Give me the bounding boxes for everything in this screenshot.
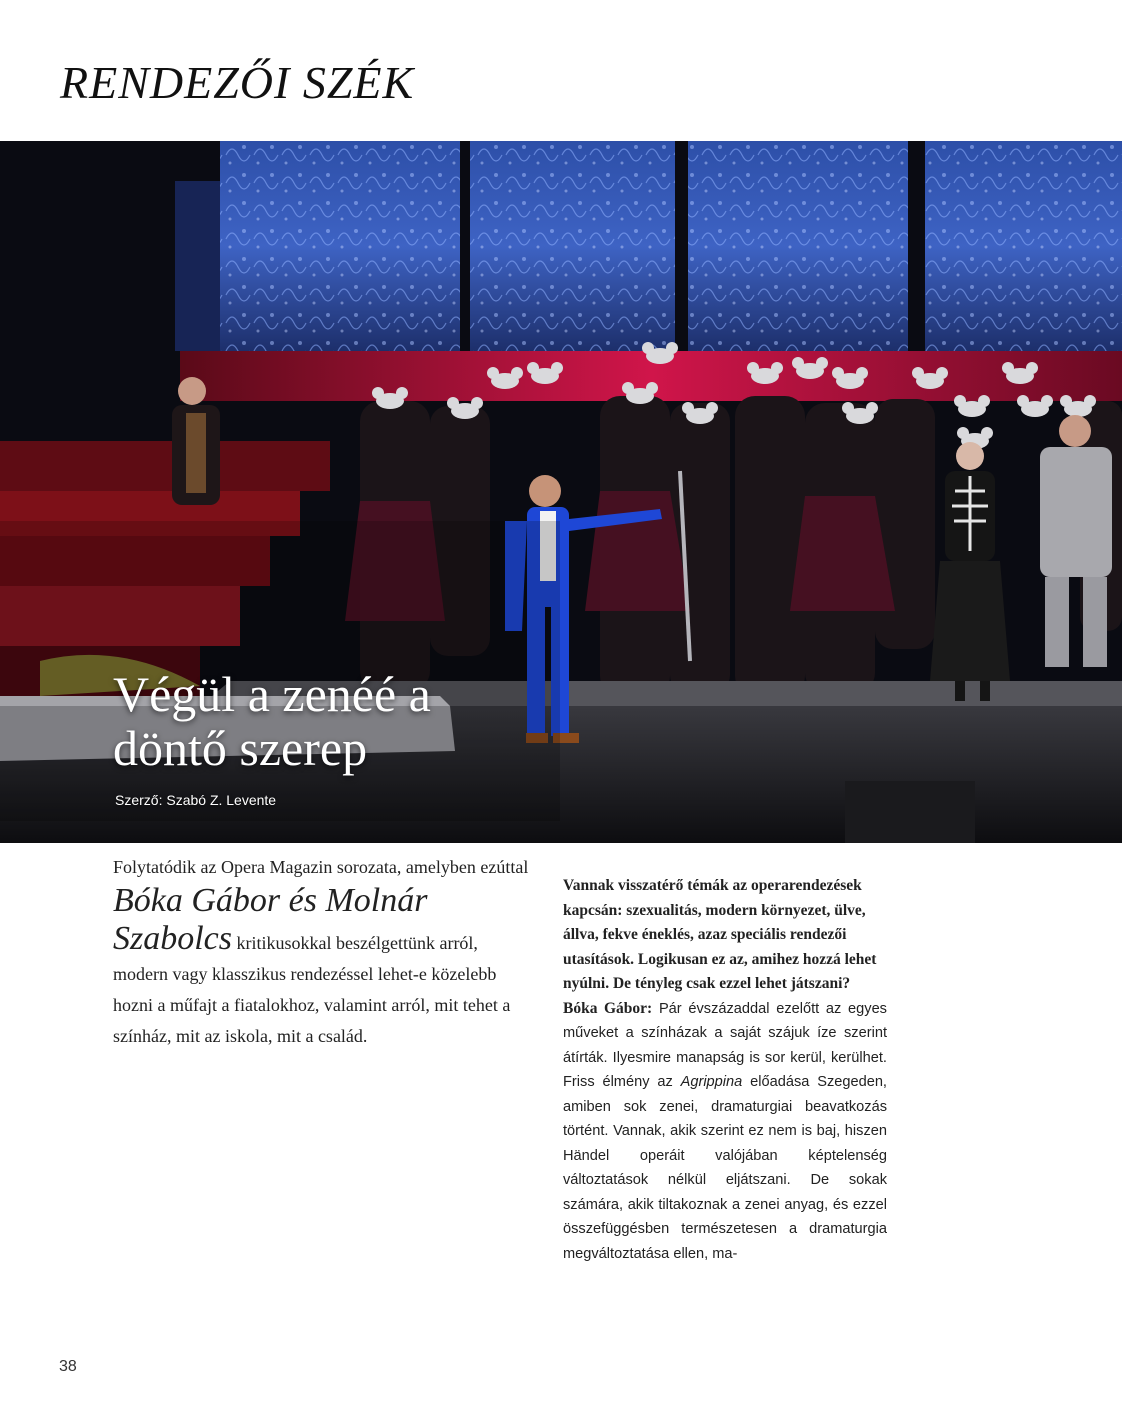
hero-photo bbox=[0, 141, 1122, 843]
page-number: 38 bbox=[59, 1358, 77, 1375]
floor-monitor bbox=[845, 781, 975, 843]
lead-text-2: kritikusokkal beszélgettünk arról, modern vagy klasszikus rendezéssel lehet-e közelebb hozni a műfajt a fiatalokhoz, valamint arról, mit tehet a színház, mit az iskola, mit a család. bbox=[113, 933, 511, 1046]
interview-column bbox=[563, 874, 887, 1266]
article-headline bbox=[113, 667, 431, 775]
section-title: RENDEZŐI SZÉK bbox=[60, 57, 415, 108]
opera-title: Agrippina bbox=[680, 1074, 743, 1090]
headline-line-1: Végül a zenéé a bbox=[113, 666, 431, 722]
interview-question: Vannak visszatérő témák az operarendezések kapcsán: szexualitás, modern környezet, ülve, állva, fekve éneklés, azaz speciális rendezői utasítások. Logikusan ez az, amihez hozzá lehet nyúlni. De tényleg csak ezzel lehet játszani? bbox=[563, 877, 877, 992]
interviewee-names: Bóka Gábor és Molnár Szabolcs bbox=[113, 882, 428, 957]
speaker-name: Bóka Gábor: bbox=[563, 999, 653, 1017]
author-byline: Szerző: Szabó Z. Levente bbox=[115, 792, 277, 808]
headline-line-2: döntő szerep bbox=[113, 720, 368, 776]
blue-panels bbox=[175, 141, 1122, 351]
lead-text-1: Folytatódik az Opera Magazin sorozata, amelyben ezúttal bbox=[113, 857, 529, 877]
answer-text-2: előadása Szegeden, amiben sok zenei, dramaturgiai beavatkozás történt. Vannak, akik szerint ez nem is baj, hiszen Händel operáit valójában képtelenség változtatások nélkül eljátszani. De sokak számára, akik tiltakoznak a zenei anyag, és ezzel összefüggésben természetesen a dramaturgia megváltoztatása ellen, ma- bbox=[563, 1074, 887, 1262]
lead-paragraph bbox=[113, 852, 533, 1052]
answer-text-1: Pár évszázaddal ezelőtt az egyes műveket a színházak a saját szájuk íze szerint átírták. Ilyesmire manapság is sor kerül, kerülhet. Friss élmény az bbox=[563, 1000, 887, 1090]
interview-answer bbox=[563, 997, 887, 1267]
